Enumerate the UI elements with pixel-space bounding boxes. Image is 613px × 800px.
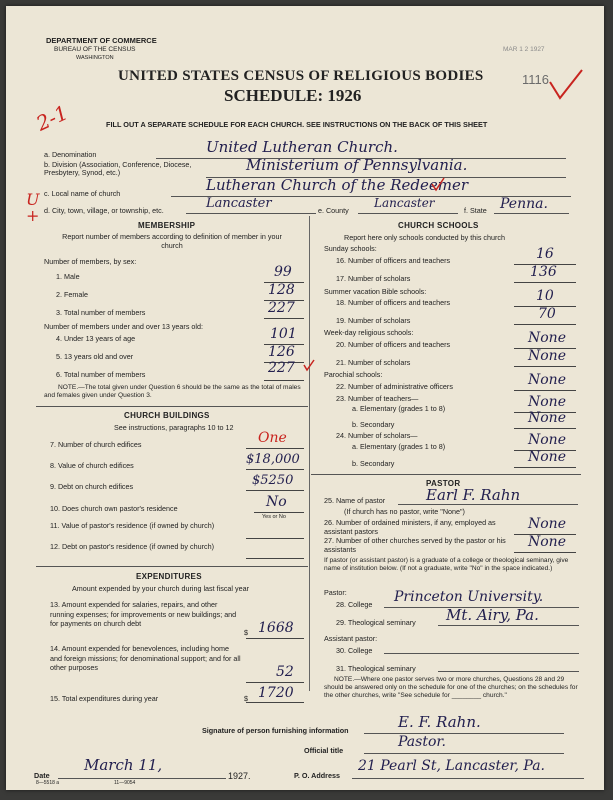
- summer-schools-label: Summer vacation Bible schools:: [324, 287, 427, 296]
- q30-label: 30. College: [336, 646, 373, 655]
- serial-number: 1116: [522, 72, 549, 87]
- q23-label: 23. Number of teachers—: [336, 394, 419, 403]
- county-value[interactable]: Lancaster: [374, 196, 435, 210]
- date-label: Date: [34, 771, 50, 780]
- department-label: DEPARTMENT OF COMMERCE: [46, 36, 157, 45]
- q13-dollar: $: [244, 628, 248, 637]
- city-label: d. City, town, village, or township, etc.: [44, 206, 164, 215]
- by-sex-label: Number of members, by sex:: [44, 257, 137, 266]
- q22-label: 22. Number of administrative officers: [336, 382, 453, 391]
- q25-sublabel: (If church has no pastor, write "None"): [344, 507, 465, 516]
- margin-annotation: 2-1: [32, 100, 72, 136]
- instruction-line: FILL OUT A SEPARATE SCHEDULE FOR EACH CHURCH. SEE INSTRUCTIONS ON THE BACK OF THIS SHEET: [106, 120, 488, 129]
- q1-value[interactable]: 99: [274, 264, 292, 280]
- q24b-value[interactable]: None: [528, 449, 566, 465]
- division-value[interactable]: Ministerium of Pennsylvania.: [246, 156, 468, 174]
- pastor-sublabel: Pastor:: [324, 588, 347, 597]
- q23a-value[interactable]: None: [528, 394, 566, 410]
- q14-value[interactable]: 52: [276, 664, 294, 680]
- q8-label: 8. Value of church edifices: [50, 461, 134, 470]
- q9-value[interactable]: $5250: [252, 473, 294, 488]
- po-address-value[interactable]: 21 Pearl St, Lancaster, Pa.: [358, 758, 546, 774]
- weekday-schools-label: Week-day religious schools:: [324, 328, 414, 337]
- q2-label: 2. Female: [56, 290, 88, 299]
- city-value[interactable]: Lancaster: [206, 196, 272, 211]
- denomination-label: a. Denomination: [44, 150, 97, 159]
- q16-value[interactable]: 16: [536, 246, 554, 262]
- q4-label: 4. Under 13 years of age: [56, 334, 136, 343]
- official-title-value[interactable]: Pastor.: [398, 734, 446, 750]
- city-label: WASHINGTON: [76, 55, 114, 61]
- q5-label: 5. 13 years old and over: [56, 352, 134, 361]
- q7-label: 7. Number of church edifices: [50, 440, 142, 449]
- q10-value[interactable]: No: [266, 494, 287, 510]
- q16-label: 16. Number of officers and teachers: [336, 256, 451, 265]
- q15-label: 15. Total expenditures during year: [50, 694, 159, 703]
- date-value[interactable]: March 11,: [84, 756, 163, 774]
- q4-value[interactable]: 101: [270, 326, 297, 342]
- q1-label: 1. Male: [56, 272, 80, 281]
- q13-label: 13. Amount expended for salaries, repairs, and other running expenses; for improvements or new buildings; and for payments on church debt: [50, 600, 237, 628]
- denomination-value[interactable]: United Lutheran Church.: [206, 138, 398, 156]
- pastor-heading: PASTOR: [426, 479, 461, 488]
- graduate-note: If pastor (or assistant pastor) is a graduate of a college or theological seminary, give name of institution below. (If not a graduate, write "No" in the space indicated.): [324, 557, 569, 572]
- q20-label: 20. Number of officers and teachers: [336, 340, 451, 349]
- q2-value[interactable]: 128: [268, 282, 295, 298]
- q26-label: 26. Number of ordained ministers, if any, employed as assistant pastors: [324, 518, 496, 536]
- q29-value[interactable]: Mt. Airy, Pa.: [446, 606, 539, 624]
- q15-value[interactable]: 1720: [258, 685, 294, 701]
- q17-value[interactable]: 136: [530, 264, 557, 280]
- parochial-schools-label: Parochial schools:: [324, 370, 383, 379]
- margin-annotation-left: U +: [26, 190, 40, 225]
- q18-value[interactable]: 10: [536, 288, 554, 304]
- date-year: 1927.: [228, 771, 251, 781]
- expenditures-subtitle: Amount expended by your church during last fiscal year: [72, 584, 249, 593]
- q21-value[interactable]: None: [528, 348, 566, 364]
- q23b-label: b. Secondary: [352, 420, 395, 429]
- schools-heading: CHURCH SCHOOLS: [398, 221, 479, 230]
- buildings-subtitle: See instructions, paragraphs 10 to 12: [114, 423, 234, 432]
- q22-value[interactable]: None: [528, 372, 566, 388]
- q31-label: 31. Theological seminary: [336, 664, 416, 673]
- q25-value[interactable]: Earl F. Rahn: [426, 486, 521, 504]
- q24b-label: b. Secondary: [352, 459, 395, 468]
- q6-value[interactable]: 227: [268, 360, 295, 376]
- signature-value[interactable]: E. F. Rahn.: [398, 713, 481, 731]
- bureau-label: BUREAU OF THE CENSUS: [54, 46, 136, 53]
- print-number: 11—9054: [114, 780, 136, 786]
- red-checkmark-icon: [546, 68, 586, 104]
- membership-subtitle: Report number of members according to definition of member in your church: [62, 232, 282, 250]
- assistant-pastor-sublabel: Assistant pastor:: [324, 634, 378, 643]
- q23a-label: a. Elementary (grades 1 to 8): [352, 404, 446, 413]
- division-label: b. Division (Association, Conference, Diocese, Presbytery, Synod, etc.): [44, 160, 192, 177]
- q27-label: 27. Number of other churches served by the pastor or his assistants: [324, 536, 506, 554]
- q5-value[interactable]: 126: [268, 344, 295, 360]
- membership-note: NOTE.—The total given under Question 6 should be the same as the total of males and females given under Question 3.: [44, 384, 301, 399]
- q21-label: 21. Number of scholars: [336, 358, 411, 367]
- q12-label: 12. Debt on pastor's residence (if owned by church): [50, 542, 214, 551]
- q8-value[interactable]: $18,000: [246, 452, 300, 467]
- po-address-label: P. O. Address: [294, 771, 340, 780]
- state-value[interactable]: Penna.: [500, 196, 548, 212]
- schools-subtitle: Report here only schools conducted by this church: [344, 233, 506, 242]
- official-title-label: Official title: [304, 746, 344, 755]
- local-name-value[interactable]: Lutheran Church of the Redeemer: [206, 176, 469, 194]
- red-checkmark-icon: [430, 176, 446, 192]
- form-title: UNITED STATES CENSUS OF RELIGIOUS BODIES: [118, 68, 484, 84]
- q10-label: 10. Does church own pastor's residence: [50, 504, 178, 513]
- membership-heading: MEMBERSHIP: [138, 221, 196, 230]
- sunday-schools-label: Sunday schools:: [324, 244, 377, 253]
- q20-value[interactable]: None: [528, 330, 566, 346]
- schedule-title: SCHEDULE: 1926: [224, 86, 362, 105]
- pastor-note: NOTE.—Where one pastor serves two or more churches, Questions 28 and 29 should be answered only on the schedule for one of the churches; on the schedules for the other churches, write "See schedule for ________ church.": [324, 676, 578, 699]
- q28-label: 28. College: [336, 600, 373, 609]
- q9-label: 9. Debt on church edifices: [50, 482, 134, 491]
- q24a-value[interactable]: None: [528, 432, 566, 448]
- q15-dollar: $: [244, 694, 248, 703]
- q25-label: 25. Name of pastor: [324, 496, 386, 505]
- q19-value[interactable]: 70: [538, 306, 556, 322]
- q28-value[interactable]: Princeton University.: [394, 589, 544, 605]
- q13-value[interactable]: 1668: [258, 620, 294, 636]
- county-label: e. County: [318, 206, 349, 215]
- census-form-sheet: [6, 6, 604, 790]
- q3-value[interactable]: 227: [268, 300, 295, 316]
- q27-value[interactable]: None: [528, 534, 566, 550]
- q14-label: 14. Amount expended for benevolences, including home and foreign missions; for denominational support; and for all other purposes: [50, 644, 241, 672]
- by-age-label: Number of members under and over 13 years old:: [44, 322, 204, 331]
- q7-value[interactable]: One: [258, 430, 287, 446]
- q17-label: 17. Number of scholars: [336, 274, 411, 283]
- q11-label: 11. Value of pastor's residence (if owned by church): [50, 521, 215, 530]
- q3-label: 3. Total number of members: [56, 308, 146, 317]
- q24a-label: a. Elementary (grades 1 to 8): [352, 442, 446, 451]
- local-name-label: c. Local name of church: [44, 189, 121, 198]
- q29-label: 29. Theological seminary: [336, 618, 416, 627]
- q24-label: 24. Number of scholars—: [336, 431, 418, 440]
- buildings-heading: CHURCH BUILDINGS: [124, 411, 210, 420]
- q18-label: 18. Number of officers and teachers: [336, 298, 451, 307]
- expenditures-heading: EXPENDITURES: [136, 572, 202, 581]
- received-stamp: MAR 1 2 1927: [503, 46, 545, 53]
- q26-value[interactable]: None: [528, 516, 566, 532]
- red-checkmark-icon: [302, 358, 316, 372]
- signature-label: Signature of person furnishing information: [202, 726, 349, 735]
- form-number: 8—5518 a: [36, 780, 60, 786]
- yes-no-hint: Yes or No: [262, 514, 286, 520]
- q23b-value[interactable]: None: [528, 410, 566, 426]
- state-label: f. State: [464, 206, 487, 215]
- q19-label: 19. Number of scholars: [336, 316, 411, 325]
- q6-label: 6. Total number of members: [56, 370, 146, 379]
